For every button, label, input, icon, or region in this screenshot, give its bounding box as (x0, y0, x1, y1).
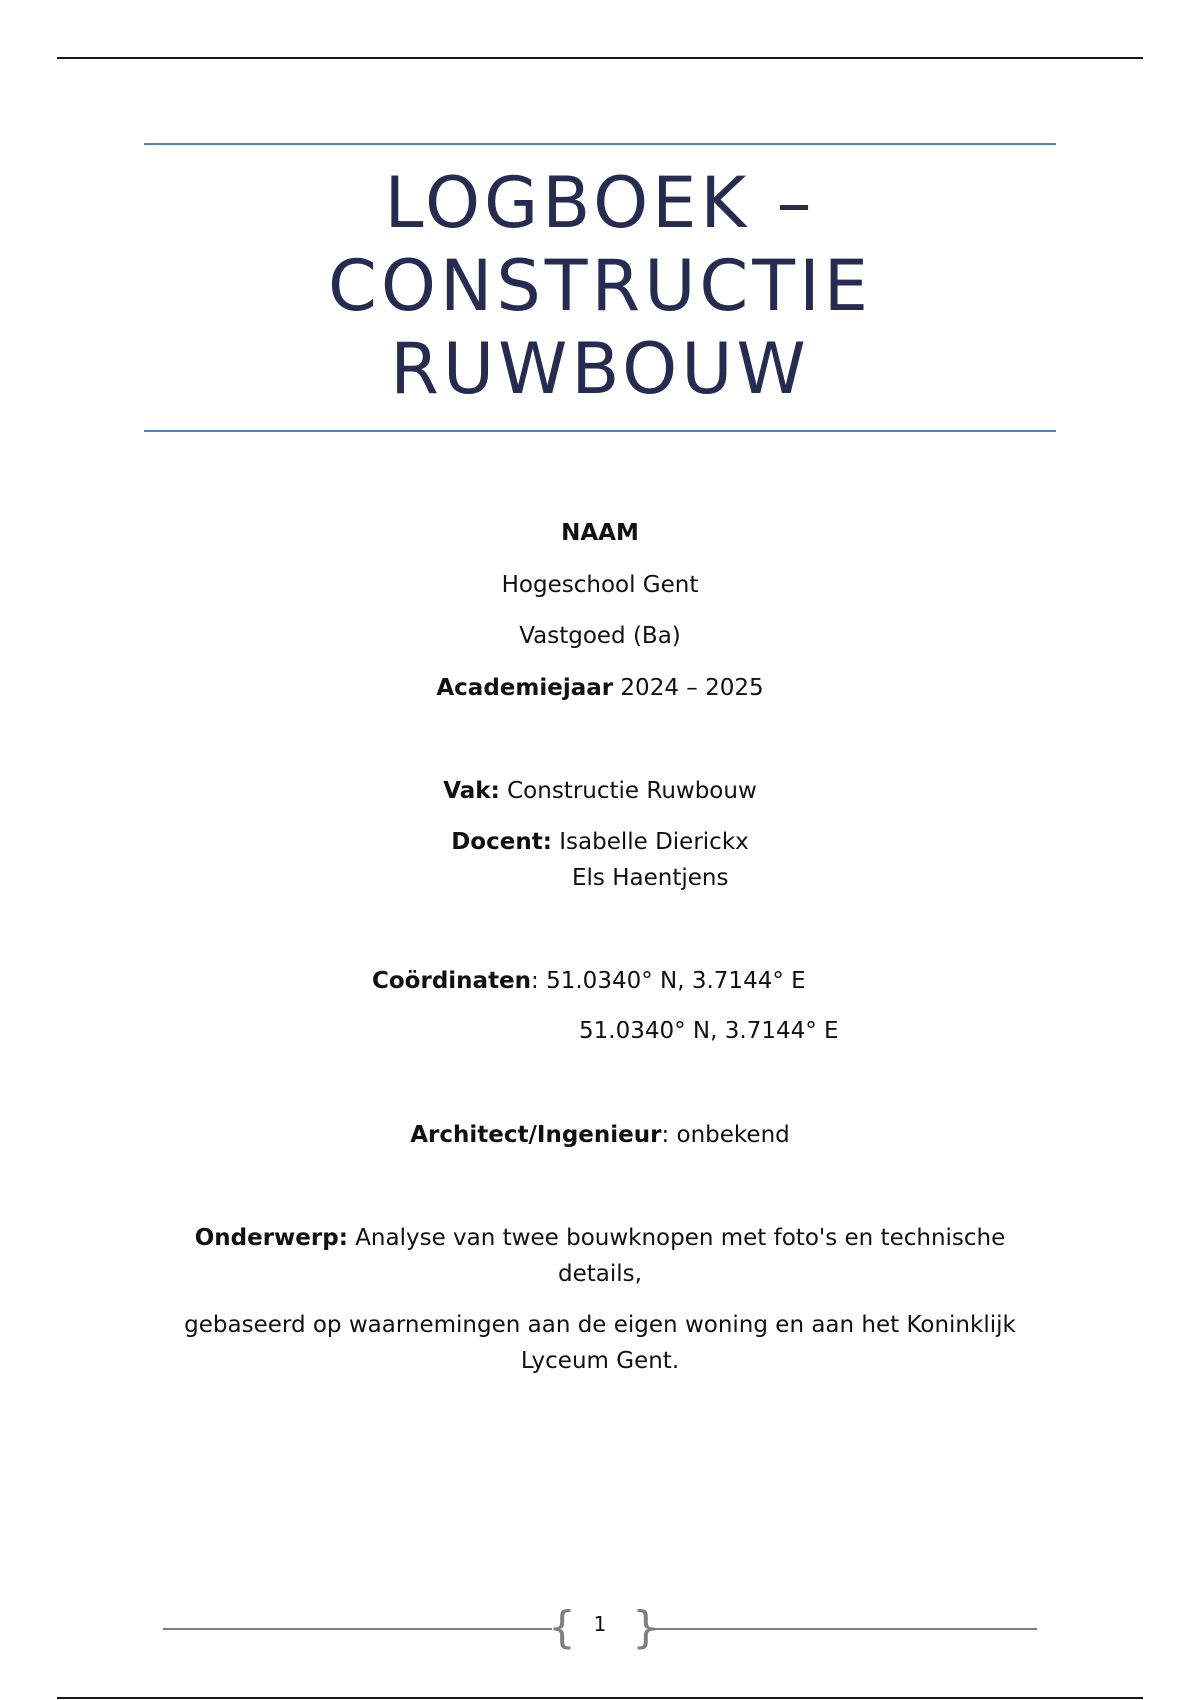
title-line-3: RUWBOUW (390, 328, 810, 410)
document-title (144, 162, 1056, 411)
teacher-name-1: Isabelle Dierickx (559, 829, 749, 855)
subject-line-2: details, (558, 1261, 642, 1287)
coordinates-value-1: 51.0340° N, 3.7144° E (546, 968, 806, 994)
teacher-label: Docent: (451, 829, 552, 855)
page-bracket-left: { (548, 1602, 576, 1653)
course-value: Constructie Ruwbouw (507, 778, 757, 804)
academic-year-label: Academiejaar (436, 675, 614, 701)
coordinates-separator: : (531, 968, 539, 994)
subject-line-3: gebaseerd op waarnemingen aan de eigen woning en aan het Koninklijk (184, 1312, 1016, 1338)
footer-rule-left (163, 1628, 552, 1630)
academic-year (0, 673, 1200, 703)
student-name (0, 518, 1200, 548)
architect (0, 1120, 1200, 1150)
academic-year-value: 2024 – 2025 (620, 675, 764, 701)
title-line-1: LOGBOEK – (384, 162, 816, 244)
course-label: Vak: (443, 778, 500, 804)
student-name-text: NAAM (561, 520, 639, 546)
architect-separator: : (661, 1122, 670, 1148)
course (0, 776, 1200, 806)
architect-value: onbekend (676, 1122, 790, 1148)
school-name: Hogeschool Gent (501, 572, 699, 598)
page-bracket-right: } (632, 1602, 660, 1653)
subject-label: Onderwerp: (194, 1225, 348, 1251)
architect-label: Architect/Ingenieur (410, 1122, 662, 1148)
page-bottom-border (57, 1697, 1143, 1699)
page-number: 1 (593, 1612, 607, 1636)
title-rule-top (144, 143, 1056, 145)
title-line-2: CONSTRUCTIE (328, 245, 872, 327)
teacher-name-2: Els Haentjens (572, 865, 729, 891)
coordinates-label: Coördinaten (372, 968, 532, 994)
page-top-border (57, 57, 1143, 59)
title-rule-bottom (144, 430, 1056, 432)
subject-text-1: Analyse van twee bouwknopen met foto's en technische (355, 1225, 1006, 1251)
coordinates (372, 966, 806, 996)
subject-line-1 (0, 1223, 1200, 1253)
program-name: Vastgoed (Ba) (519, 623, 681, 649)
teacher (0, 827, 1200, 857)
footer-rule-right (649, 1628, 1037, 1630)
coordinates-value-2: 51.0340° N, 3.7144° E (579, 1018, 839, 1044)
subject-line-4: Lyceum Gent. (520, 1348, 680, 1374)
